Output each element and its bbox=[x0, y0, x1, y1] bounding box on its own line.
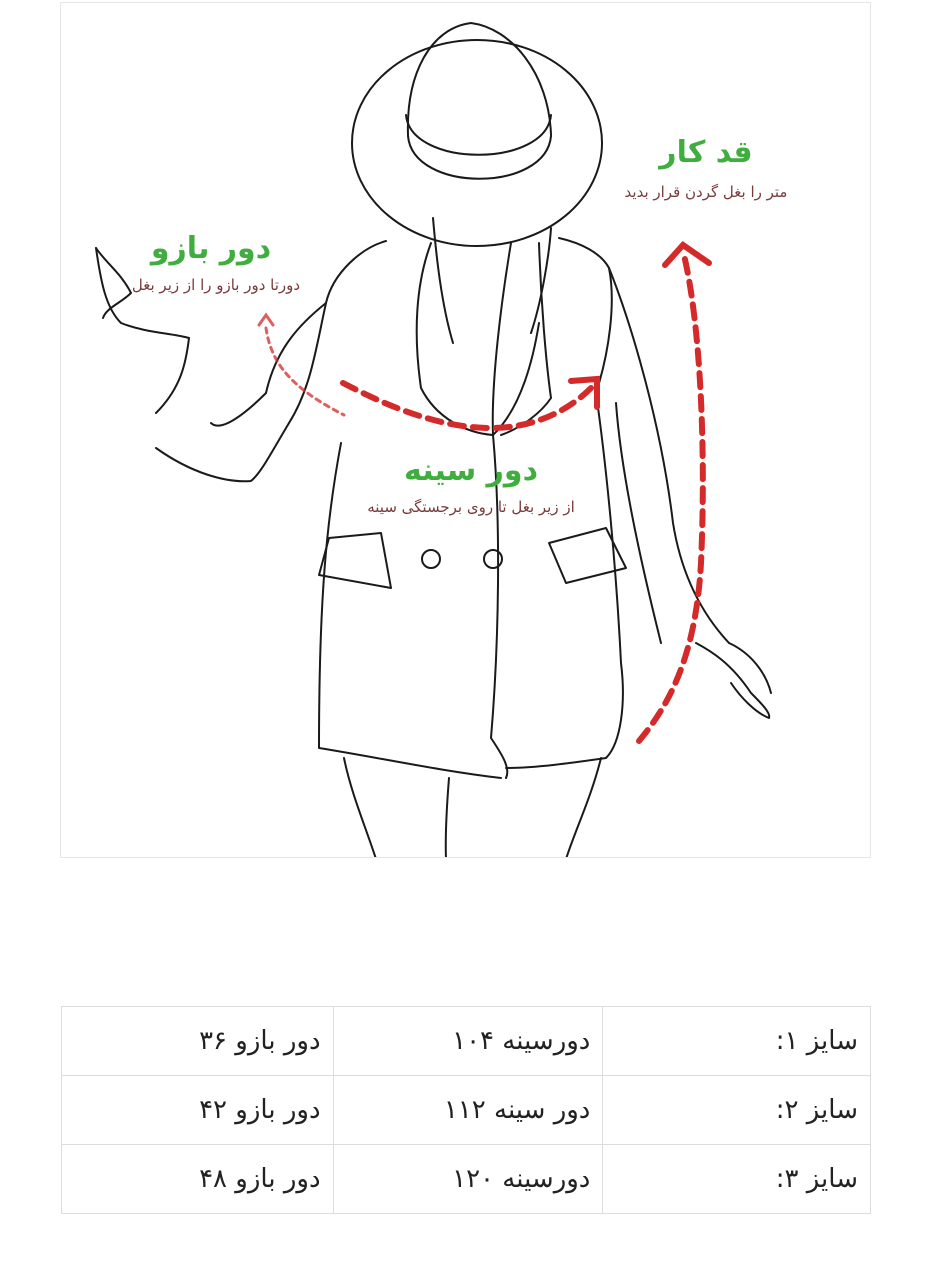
arm-cell: دور بازو ۴۸ bbox=[62, 1145, 334, 1214]
chest-cell: دورسینه ۱۰۴ bbox=[333, 1007, 603, 1076]
size-cell: سایز ۱: bbox=[603, 1007, 871, 1076]
size-cell: سایز ۳: bbox=[603, 1145, 871, 1214]
arm-cell: دور بازو ۴۲ bbox=[62, 1076, 334, 1145]
size-cell: سایز ۲: bbox=[603, 1076, 871, 1145]
arm-title: دور بازو bbox=[150, 231, 272, 266]
table-row bbox=[62, 1145, 871, 1214]
length-subtitle: متر را بغل گردن قرار بدید bbox=[624, 183, 788, 201]
arm-cell: دور بازو ۳۶ bbox=[62, 1007, 334, 1076]
table-row bbox=[62, 1076, 871, 1145]
chest-cell: دور سینه ۱۱۲ bbox=[333, 1076, 603, 1145]
length-arrow bbox=[639, 251, 703, 741]
figure-drawing bbox=[61, 3, 871, 858]
table-row bbox=[62, 1007, 871, 1076]
size-guide-illustration bbox=[60, 2, 871, 858]
button-1 bbox=[422, 550, 440, 568]
chest-title: دور سینه bbox=[404, 453, 538, 488]
chest-cell: دورسینه ۱۲۰ bbox=[333, 1145, 603, 1214]
arm-arrow-head bbox=[259, 315, 273, 325]
size-table bbox=[61, 1006, 871, 1214]
length-title: قد کار bbox=[659, 135, 753, 170]
chest-subtitle: از زیر بغل تا روی برجستگی سینه bbox=[367, 498, 575, 516]
arm-subtitle: دورتا دور بازو را از زیر بغل bbox=[131, 276, 301, 294]
chest-arrow bbox=[343, 383, 591, 428]
hat-brim bbox=[352, 40, 602, 246]
button-2 bbox=[484, 550, 502, 568]
arm-arrow bbox=[266, 328, 344, 415]
left-pocket bbox=[319, 533, 391, 588]
